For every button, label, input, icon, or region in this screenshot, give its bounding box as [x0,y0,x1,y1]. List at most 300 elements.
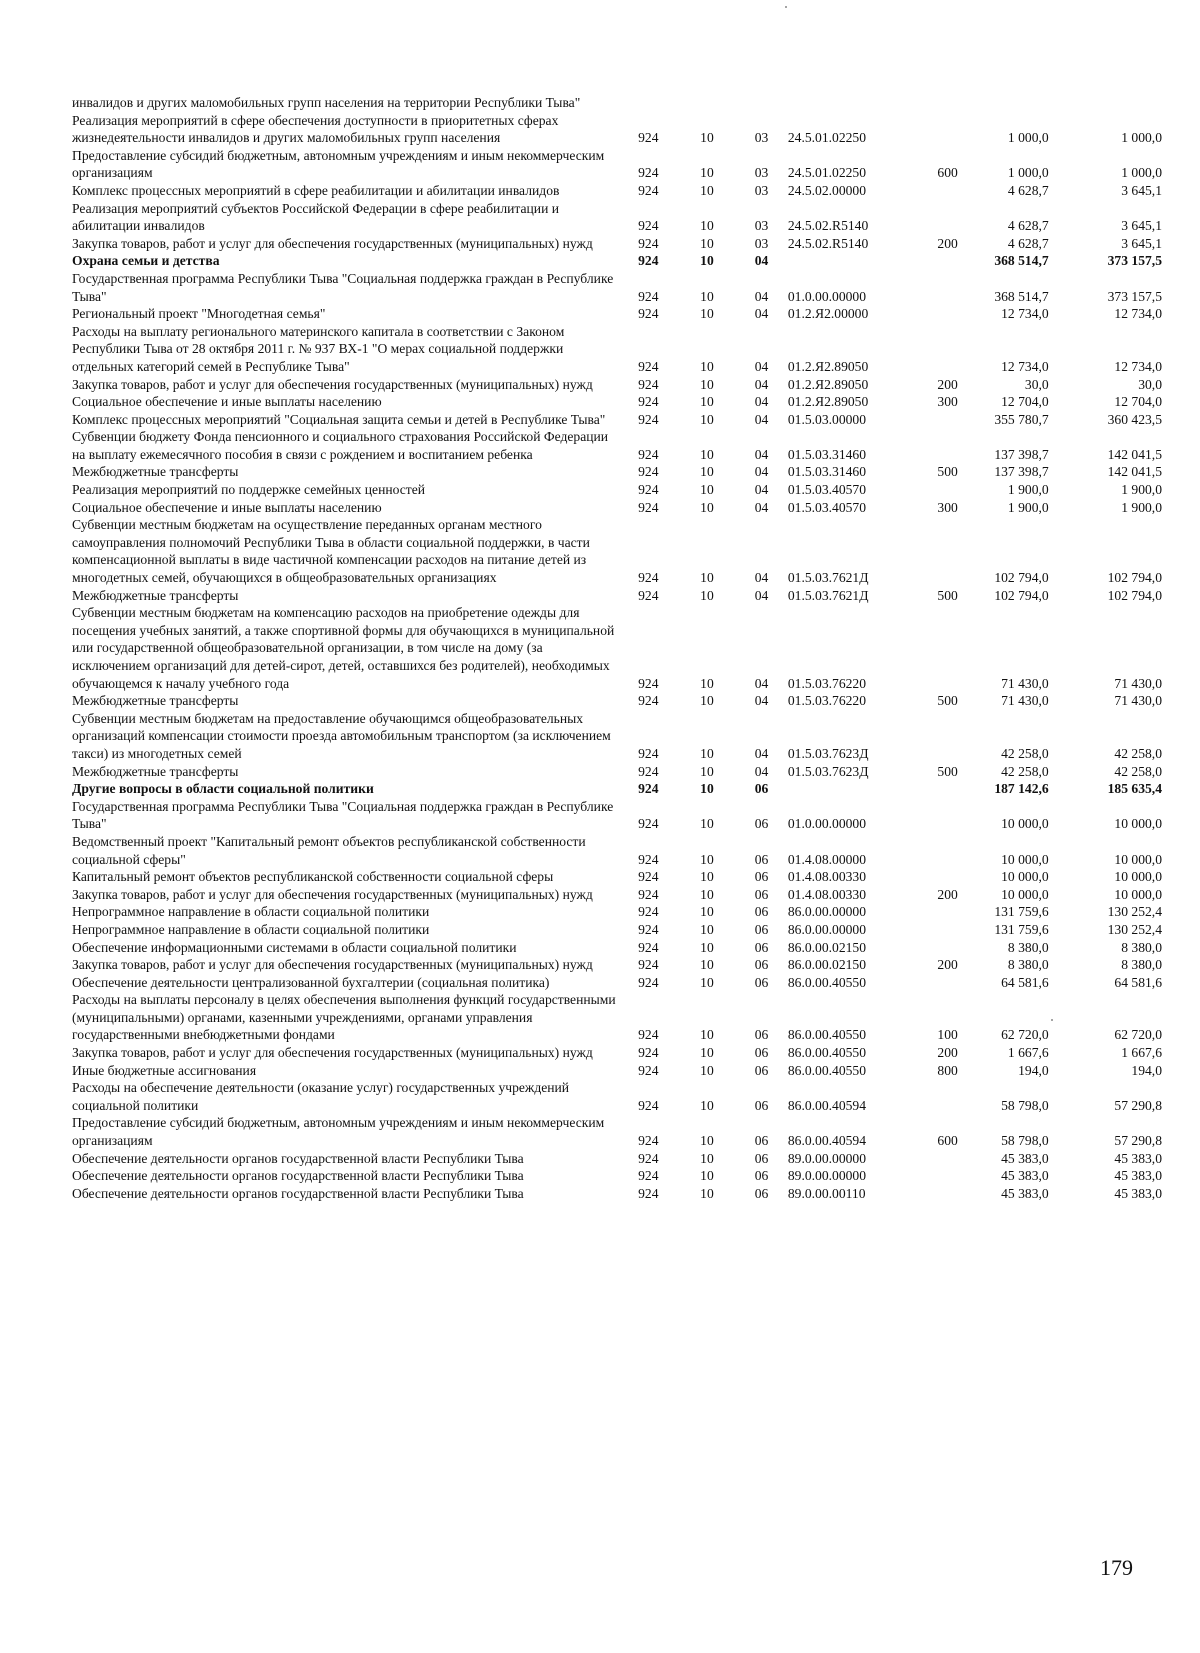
row-vr [919,939,976,957]
row-amount-year2: 62 720,0 [1114,1027,1162,1043]
row-ved: 924 [638,394,659,410]
row-amount-year2: 10 000,0 [1114,851,1162,867]
row-amount-year2: 64 581,6 [1114,974,1162,990]
row-amount-year2: 194,0 [1131,1062,1162,1078]
row-name: Расходы на выплату регионального материнского капитала в соответствии с Законом Республики Тыва от 28 октября 2011 г. № 937 ВХ-1 "О мерах социальной поддержки отдельных категорий семей в Республике Тыва" [72,323,565,374]
table-row [72,1185,1162,1203]
row-csr: 86.0.00.40550 [787,1045,867,1061]
row-pr: 06 [754,1185,769,1201]
row-pr: 06 [754,921,769,937]
row-vr: 500 [937,763,958,779]
row-csr: 86.0.00.00000 [787,904,867,920]
table-row [72,1062,1162,1080]
row-name: Субвенции местным бюджетам на осуществление переданных органам местного самоуправления полномочий Республики Тыва в области социальной поддержки, в части компенсационной выплаты в виде частичной компенсации расходов на питание детей из многодетных семей, обучающихся в общеобразовательных организациях [72,517,590,586]
row-amount-year2: 10 000,0 [1114,816,1162,832]
row-name: Обеспечение деятельности централизованной бухгалтерии (социальная политика) [72,974,550,990]
row-ved: 924 [638,1168,659,1184]
table-row [72,499,1162,517]
row-csr: 89.0.00.00000 [787,1150,867,1166]
row-amount-year2: 57 290,8 [1114,1097,1162,1113]
row-rz: 10 [700,411,714,427]
row-amount-year2: 360 423,5 [1107,411,1162,427]
row-name: Непрограммное направление в области социальной политики [72,921,430,937]
row-name: Капитальный ремонт объектов республиканской собственности социальной сферы [72,869,554,885]
row-csr: 89.0.00.00110 [787,1185,866,1201]
row-ved: 924 [638,253,659,269]
row-pr: 04 [754,675,769,691]
row-amount-year1: 137 398,7 [994,446,1049,462]
row-amount-year1: 194,0 [1018,1062,1049,1078]
row-ved: 924 [638,816,659,832]
row-amount-year1: 45 383,0 [1001,1168,1049,1184]
row-ved: 924 [638,446,659,462]
row-vr [919,516,976,586]
table-row [72,991,1162,1044]
table-row [72,780,1162,798]
row-rz: 10 [700,1062,714,1078]
row-ved: 924 [638,1133,659,1149]
row-amount-year2: 130 252,4 [1107,904,1162,920]
row-csr [788,94,919,112]
row-csr: 01.4.08.00000 [787,851,867,867]
row-rz: 10 [700,957,714,973]
row-vr [919,112,976,147]
row-amount-year1: 355 780,7 [994,411,1049,427]
row-amount-year1: 12 734,0 [1001,306,1049,322]
table-row [72,939,1162,957]
row-amount-year2: 373 157,5 [1107,288,1162,304]
row-csr: 86.0.00.40594 [787,1133,867,1149]
scan-speck [1051,1019,1053,1021]
row-name: Комплекс процессных мероприятий "Социальная защита семьи и детей в Республике Тыва" [72,411,606,427]
row-csr: 01.5.03.7621Д [787,570,869,586]
table-row [72,481,1162,499]
row-csr: 01.0.00.00000 [787,816,867,832]
row-csr: 86.0.00.40550 [787,974,867,990]
row-name: Реализация мероприятий в сфере обеспечения доступности в приоритетных сферах жизнедеятельности инвалидов и других маломобильных групп населения [72,112,559,146]
row-ved: 924 [638,957,659,973]
row-name: Иные бюджетные ассигнования [72,1062,257,1078]
row-amount-year1: 4 628,7 [1007,182,1049,198]
table-row [72,323,1162,376]
row-amount-year2 [1049,94,1162,112]
row-csr: 01.5.03.31460 [787,446,867,462]
row-amount-year2: 3 645,1 [1121,235,1162,251]
row-rz: 10 [700,1168,714,1184]
row-amount-year2: 10 000,0 [1114,886,1162,902]
row-name: Межбюджетные трансферты [72,587,239,603]
row-rz: 10 [700,886,714,902]
row-amount-year2: 45 383,0 [1114,1185,1162,1201]
row-csr: 86.0.00.40594 [787,1097,867,1113]
row-pr: 06 [754,1027,769,1043]
row-pr: 06 [754,1133,769,1149]
row-csr: 01.5.03.7621Д [787,587,869,603]
row-vr: 500 [937,587,958,603]
row-rz: 10 [700,745,714,761]
table-row [72,411,1162,429]
scan-speck [785,6,787,8]
row-vr: 100 [937,1027,958,1043]
row-amount-year1: 1 900,0 [1007,482,1049,498]
row-pr: 04 [754,464,769,480]
table-row [72,886,1162,904]
row-amount-year1: 1 900,0 [1007,499,1049,515]
row-csr: 24.5.01.02250 [787,165,867,181]
row-csr: 24.5.02.00000 [787,182,867,198]
table-row [72,763,1162,781]
row-ved: 924 [638,1185,659,1201]
row-rz: 10 [700,235,714,251]
row-vr [919,604,976,692]
row-amount-year1: 8 380,0 [1007,939,1049,955]
row-amount-year1: 42 258,0 [1001,763,1049,779]
row-ved: 924 [638,182,659,198]
row-amount-year1: 62 720,0 [1001,1027,1049,1043]
row-vr [919,481,976,499]
row-csr: 24.5.01.02250 [787,130,867,146]
row-name: Охрана семьи и детства [72,253,220,269]
row-amount-year1: 12 704,0 [1001,394,1049,410]
row-ved: 924 [638,165,659,181]
row-pr: 04 [754,693,769,709]
row-vr [919,1079,976,1114]
row-name: Закупка товаров, работ и услуг для обеспечения государственных (муниципальных) нужд [72,1045,593,1061]
row-ved: 924 [638,974,659,990]
row-vr [919,921,976,939]
row-ved: 924 [638,1062,659,1078]
table-row [72,903,1162,921]
row-pr: 06 [754,1097,769,1113]
row-vr: 200 [937,1045,958,1061]
row-rz: 10 [700,182,714,198]
row-amount-year2: 1 900,0 [1121,482,1162,498]
row-csr: 01.5.03.31460 [787,464,867,480]
row-csr: 01.5.03.7623Д [787,745,869,761]
row-name: Ведомственный проект "Капитальный ремонт объектов республиканской собственности социальной сферы" [72,833,586,867]
row-csr: 86.0.00.40550 [787,1027,867,1043]
row-pr: 06 [754,816,769,832]
table-row [72,516,1162,586]
row-ved: 924 [638,939,659,955]
row-csr: 86.0.00.40550 [787,1062,867,1078]
row-ved: 924 [638,693,659,709]
row-amount-year2: 142 041,5 [1107,446,1162,462]
row-amount-year1: 58 798,0 [1001,1097,1049,1113]
row-rz: 10 [700,904,714,920]
row-rz: 10 [700,218,714,234]
row-amount-year1: 71 430,0 [1001,693,1049,709]
row-amount-year1: 102 794,0 [994,587,1049,603]
row-vr: 500 [937,464,958,480]
row-name: Предоставление субсидий бюджетным, автономным учреждениям и иным некоммерческим организациям [72,147,605,181]
row-amount-year1: 187 142,6 [994,781,1049,797]
row-amount-year1: 1 000,0 [1007,130,1049,146]
row-vr [919,182,976,200]
table-row [72,956,1162,974]
row-vr: 500 [937,693,958,709]
row-amount-year2: 42 258,0 [1114,763,1162,779]
row-csr [788,252,919,270]
row-pr: 06 [754,869,769,885]
table-row [72,270,1162,305]
row-rz: 10 [700,446,714,462]
row-amount-year2: 71 430,0 [1114,693,1162,709]
row-amount-year2: 8 380,0 [1121,939,1162,955]
row-name: Реализация мероприятий субъектов Российской Федерации в сфере реабилитации и абилитации инвалидов [72,200,560,234]
page-number: 179 [1100,1555,1133,1580]
row-amount-year2: 1 000,0 [1121,165,1162,181]
row-ved: 924 [638,1150,659,1166]
row-pr: 03 [754,182,769,198]
row-pr: 04 [754,376,769,392]
row-ved: 924 [638,1027,659,1043]
row-vr: 200 [937,957,958,973]
row-csr: 01.2.Я2.00000 [787,306,869,322]
row-ved: 924 [638,288,659,304]
table-row [72,798,1162,833]
row-ved: 924 [638,763,659,779]
row-amount-year1: 131 759,6 [994,904,1049,920]
row-rz: 10 [700,358,714,374]
row-vr [919,868,976,886]
row-amount-year2: 10 000,0 [1114,869,1162,885]
row-name: Комплекс процессных мероприятий в сфере реабилитации и абилитации инвалидов [72,182,560,198]
row-vr [919,1167,976,1185]
table-row [72,393,1162,411]
row-pr: 06 [754,1150,769,1166]
row-csr: 01.5.03.76220 [787,693,867,709]
row-rz: 10 [700,939,714,955]
row-csr: 89.0.00.00000 [787,1168,867,1184]
row-vr: 200 [937,235,958,251]
row-pr: 03 [754,165,769,181]
row-csr: 01.5.03.7623Д [787,763,869,779]
table-row [72,710,1162,763]
row-rz: 10 [700,376,714,392]
row-rz: 10 [700,306,714,322]
row-rz: 10 [700,1027,714,1043]
row-ved: 924 [638,376,659,392]
row-csr: 01.0.00.00000 [787,288,867,304]
row-amount-year1: 10 000,0 [1001,851,1049,867]
row-amount-year1: 1 667,6 [1007,1045,1049,1061]
table-row [72,94,1162,112]
row-pr: 04 [754,499,769,515]
row-vr [919,252,976,270]
row-ved: 924 [638,851,659,867]
row-amount-year1: 8 380,0 [1007,957,1049,973]
row-name: Региональный проект "Многодетная семья" [72,306,326,322]
row-amount-year2: 57 290,8 [1114,1133,1162,1149]
row-amount-year1: 368 514,7 [994,288,1049,304]
row-pr: 04 [754,306,769,322]
row-vr [919,1185,976,1203]
row-vr [919,833,976,868]
row-ved: 924 [638,464,659,480]
row-name: Социальное обеспечение и иные выплаты населению [72,499,382,515]
row-vr [919,270,976,305]
row-vr [919,411,976,429]
row-rz: 10 [700,781,714,797]
row-ved: 924 [638,921,659,937]
row-amount-year2: 1 000,0 [1121,130,1162,146]
row-amount-year1: 4 628,7 [1007,235,1049,251]
row-csr: 01.4.08.00330 [787,869,867,885]
row-vr [919,903,976,921]
row-vr [919,305,976,323]
row-pr: 06 [754,939,769,955]
table-row [72,833,1162,868]
row-rz: 10 [700,816,714,832]
row-amount-year2: 42 258,0 [1114,745,1162,761]
table-row [72,376,1162,394]
table-row [72,428,1162,463]
row-ved: 924 [638,306,659,322]
row-pr: 03 [754,218,769,234]
row-amount-year1: 45 383,0 [1001,1150,1049,1166]
row-name: Субвенции местным бюджетам на предоставление обучающимся общеобразовательных организаций компенсации стоимости проезда автомобильным транспортом (за исключением такси) из многодетных семей [72,710,611,761]
row-rz: 10 [700,1097,714,1113]
row-vr: 800 [937,1062,958,1078]
row-amount-year2: 71 430,0 [1114,675,1162,691]
row-amount-year2: 8 380,0 [1121,957,1162,973]
table-row [72,692,1162,710]
row-amount-year2: 1 667,6 [1121,1045,1162,1061]
row-csr: 86.0.00.00000 [787,921,867,937]
row-amount-year1: 10 000,0 [1001,869,1049,885]
row-csr: 24.5.02.R5140 [787,235,869,251]
row-amount-year2: 12 734,0 [1114,306,1162,322]
row-name: Обеспечение информационными системами в области социальной политики [72,939,517,955]
table-row [72,463,1162,481]
row-name: Социальное обеспечение и иные выплаты населению [72,394,382,410]
row-name: Реализация мероприятий по поддержке семейных ценностей [72,482,426,498]
row-vr: 200 [937,886,958,902]
row-ved: 924 [638,869,659,885]
table-row [72,921,1162,939]
row-amount-year1: 10 000,0 [1001,816,1049,832]
row-name: Непрограммное направление в области социальной политики [72,904,430,920]
row-rz: 10 [700,869,714,885]
row-pr: 06 [754,851,769,867]
row-ved: 924 [638,1045,659,1061]
budget-table-body [72,94,1162,1202]
table-row [72,1167,1162,1185]
row-amount-year1: 102 794,0 [994,570,1049,586]
row-rz: 10 [700,1185,714,1201]
row-rz: 10 [700,165,714,181]
row-csr: 86.0.00.02150 [787,939,867,955]
row-name: Государственная программа Республики Тыва "Социальная поддержка граждан в Республике Тыва" [72,270,614,304]
row-amount-year1: 4 628,7 [1007,218,1049,234]
row-amount-year1: 12 734,0 [1001,358,1049,374]
row-vr: 600 [937,165,958,181]
row-csr: 86.0.00.02150 [787,957,867,973]
row-pr: 03 [754,235,769,251]
row-name: Предоставление субсидий бюджетным, автономным учреждениям и иным некоммерческим организациям [72,1115,605,1149]
row-name: Государственная программа Республики Тыва "Социальная поддержка граждан в Республике Тыва" [72,798,614,832]
row-csr: 01.2.Я2.89050 [787,358,869,374]
row-name: Межбюджетные трансферты [72,464,239,480]
row-rz: 10 [700,482,714,498]
row-pr: 06 [754,1168,769,1184]
row-pr: 03 [754,130,769,146]
row-amount-year1: 368 514,7 [994,253,1049,269]
row-csr: 01.2.Я2.89050 [787,394,869,410]
row-ved [618,94,679,112]
row-pr: 04 [754,570,769,586]
row-vr [919,94,976,112]
row-name: Обеспечение деятельности органов государственной власти Республики Тыва [72,1168,524,1184]
row-rz: 10 [700,693,714,709]
table-row [72,1114,1162,1149]
table-row [72,252,1162,270]
row-csr [788,780,919,798]
row-amount-year1: 30,0 [1024,376,1049,392]
row-rz: 10 [700,570,714,586]
row-amount-year2: 130 252,4 [1107,921,1162,937]
row-rz: 10 [700,974,714,990]
row-amount-year2: 1 900,0 [1121,499,1162,515]
row-pr: 04 [754,482,769,498]
row-rz: 10 [700,130,714,146]
row-vr [919,428,976,463]
row-amount-year2: 185 635,4 [1107,781,1162,797]
row-amount-year2: 12 734,0 [1114,358,1162,374]
row-amount-year2: 12 704,0 [1114,394,1162,410]
table-row [72,305,1162,323]
row-amount-year1: 1 000,0 [1007,165,1049,181]
row-amount-year1: 10 000,0 [1001,886,1049,902]
row-name: Субвенции бюджету Фонда пенсионного и социального страхования Российской Федерации на выплату ежемесячного пособия в связи с рождением и воспитанием ребенка [72,429,609,462]
table-row [72,974,1162,992]
table-row [72,868,1162,886]
row-ved: 924 [638,570,659,586]
row-pr: 04 [754,253,769,269]
row-name: Субвенции местным бюджетам на компенсацию расходов на приобретение одежды для посещения учебных занятий, а также спортивной формы для обучающихся в муниципальной или государственной общеобразовательной организации, в том числе на дому (за исключением организаций для детей-сирот, детей, оставшихся без родителей), необходимых обучающемся к началу учебного года [72,605,615,691]
row-pr [735,94,788,112]
row-vr [919,974,976,992]
row-vr: 200 [937,376,958,392]
row-csr: 24.5.02.R5140 [787,218,869,234]
row-vr: 300 [937,394,958,410]
row-amount-year2: 45 383,0 [1114,1168,1162,1184]
row-amount-year1: 71 430,0 [1001,675,1049,691]
row-amount-year1: 58 798,0 [1001,1133,1049,1149]
row-ved: 924 [638,130,659,146]
row-pr: 04 [754,446,769,462]
row-ved: 924 [638,1097,659,1113]
row-amount-year2: 45 383,0 [1114,1150,1162,1166]
row-rz [679,94,736,112]
row-amount-year2: 102 794,0 [1107,570,1162,586]
row-rz: 10 [700,1045,714,1061]
row-amount-year1: 131 759,6 [994,921,1049,937]
table-row [72,604,1162,692]
row-pr: 04 [754,288,769,304]
row-rz: 10 [700,675,714,691]
table-row [72,200,1162,235]
row-vr: 300 [937,499,958,515]
row-rz: 10 [700,464,714,480]
row-amount-year2: 3 645,1 [1121,182,1162,198]
row-name: Межбюджетные трансферты [72,693,239,709]
row-rz: 10 [700,394,714,410]
row-rz: 10 [700,763,714,779]
row-csr: 01.2.Я2.89050 [787,376,869,392]
row-vr [919,1150,976,1168]
